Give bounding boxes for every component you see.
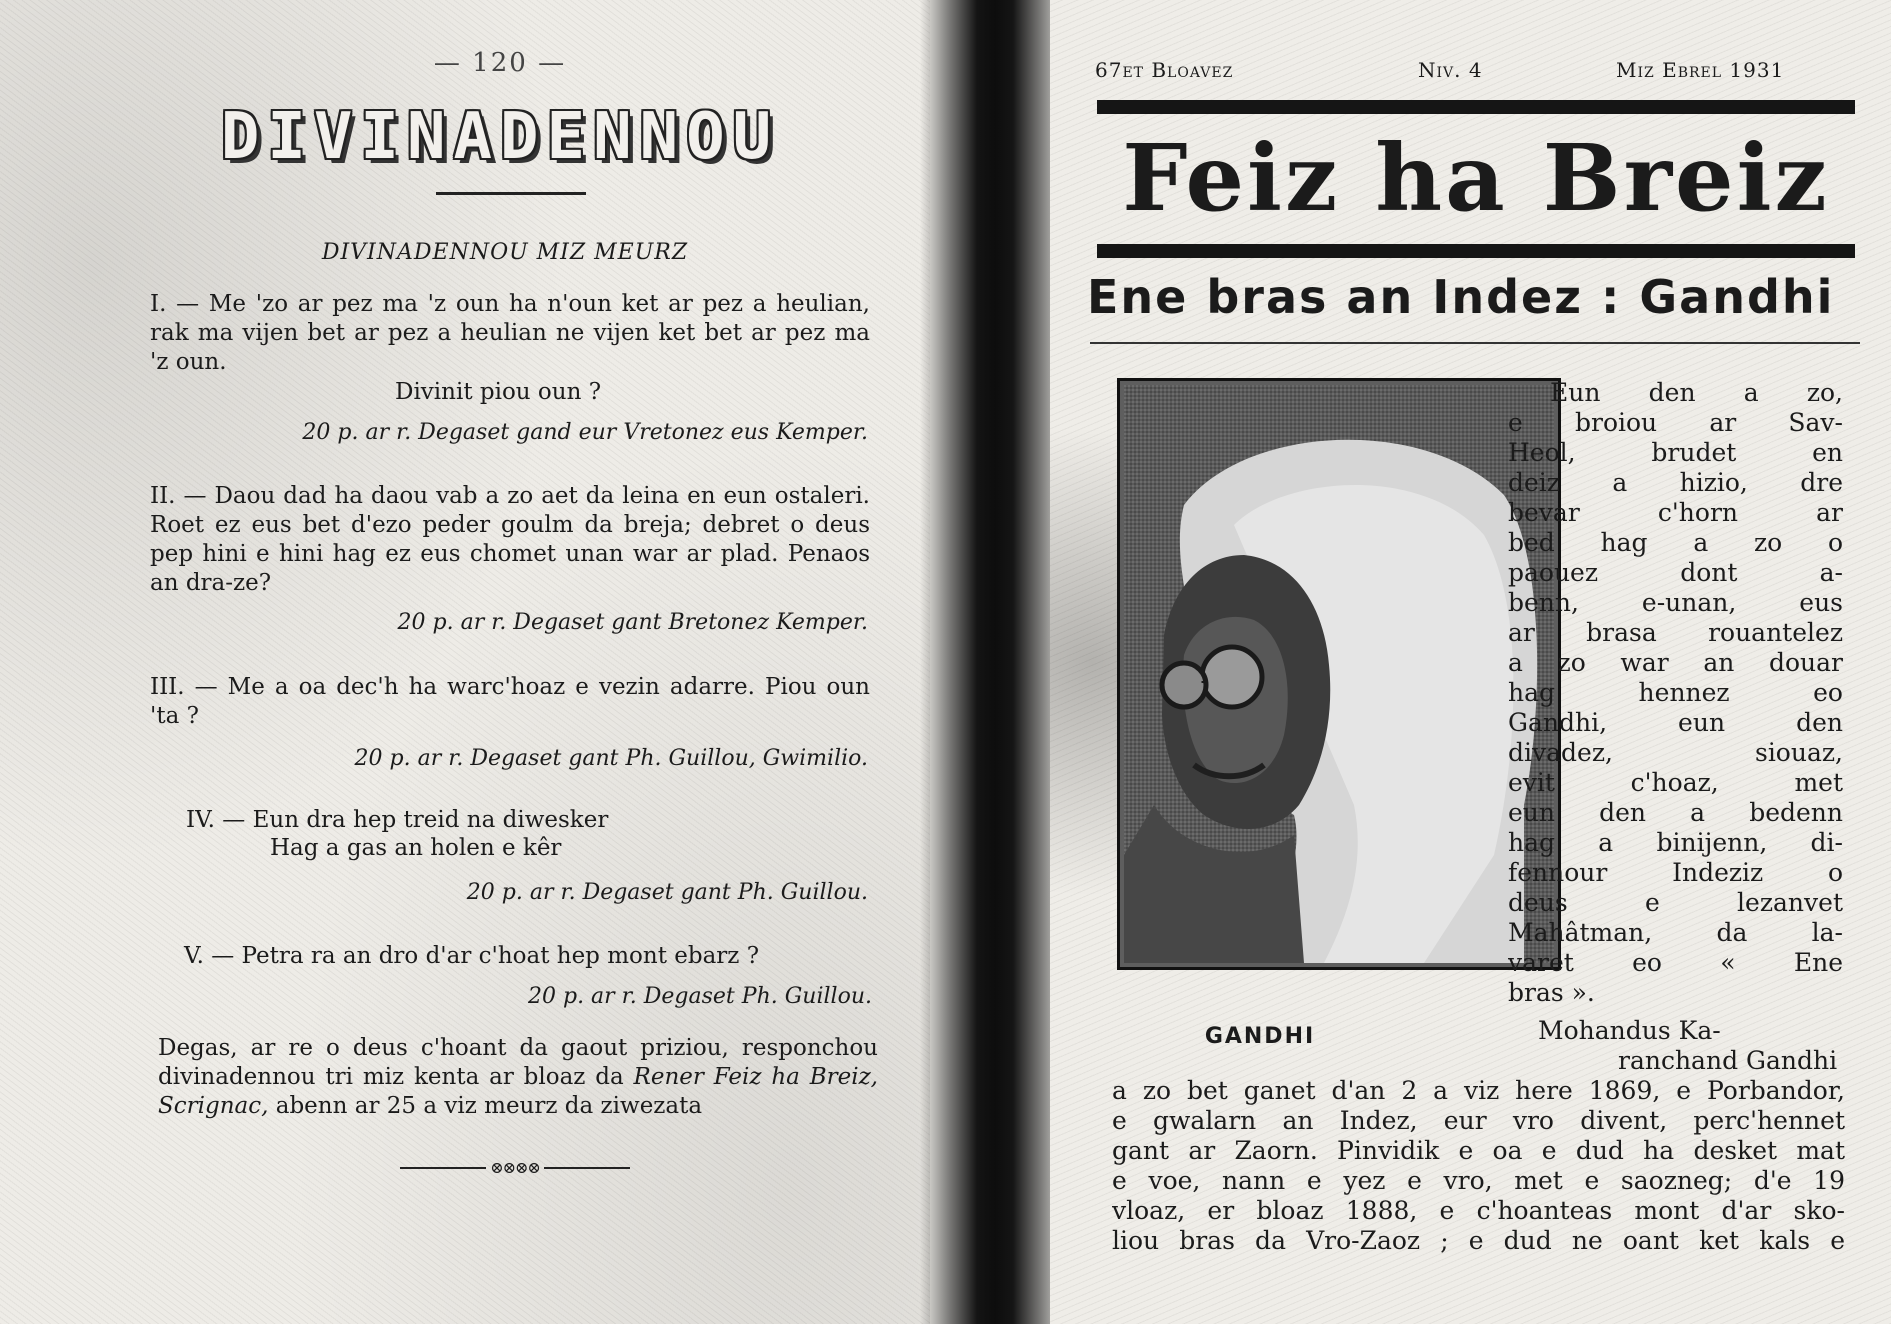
article-line: a zo bet ganet d'an 2 a viz here 1869, e Porbandor, [1112,1076,1845,1105]
column-line: bras ». [1508,978,1595,1007]
riddles-title: DIVINADENNOU [220,100,780,174]
column-line: bed hag a zo o [1508,528,1843,557]
riddle-1-question: Divinit piou oun ? [395,379,602,405]
paragraph-2-second: ranchand Gandhi [1618,1046,1838,1075]
headline-rule [1090,342,1860,344]
column-line: deus e lezanvet [1508,888,1843,917]
riddle-5-text: V. — Petra ra an dro d'ar c'hoat hep mont ebarz ? [184,943,760,969]
column-line: paouez dont a- [1508,558,1843,587]
binding-gutter [920,0,1070,1324]
column-line: divadez, siouaz, [1508,738,1843,767]
riddle-4-line2: Hag a gas an holen e kêr [270,835,562,861]
column-line: varet eo « Ene [1508,948,1843,977]
riddle-2-text: II. — Daou dad ha daou vab a zo aet da leina en eun ostaleri. Roet ez eus bet d'ezo peder goulm da breja; debret o deus pep hini e hini hag ez eus chomet unan war ar plad. Penaos an dra-ze? [150,483,870,596]
gandhi-photo [1117,378,1561,970]
article-line: e voe, nann e yez e vro, met e saozneg; d'e 19 [1112,1166,1845,1195]
date-label: Miz Ebrel 1931 [1616,58,1785,82]
column-line: benn, e-unan, eus [1508,588,1843,617]
riddle-4-prize: 20 p. ar r. Degaset gant Ph. Guillou. [466,880,868,905]
year-label: 67et Bloavez [1095,58,1234,82]
column-line: Heol, brudet en [1508,438,1843,467]
closing-address: Rener Feiz ha Breiz, Scrignac, [158,1064,878,1119]
column-line: Mahâtman, da la- [1508,918,1843,947]
photo-caption: GANDHI [1204,1024,1316,1049]
masthead-rule-top [1097,100,1855,114]
closing-deadline: abenn ar 25 a viz meurz da ziwezata [268,1093,703,1119]
column-line: a zo war an douar [1508,648,1843,677]
paragraph-2-start: Mohandus Ka- [1538,1016,1721,1045]
title-rule [436,192,586,195]
newspaper-title: Feiz ha Breiz [1122,124,1830,232]
left-page [0,0,930,1324]
column-line: evit c'hoaz, met [1508,768,1843,797]
ornament-divider: ⊗⊗⊗⊗ [400,1158,630,1178]
page-number: — 120 — [433,48,567,78]
riddle-2-prize: 20 p. ar r. Degaset gant Bretonez Kemper. [397,610,868,635]
column-line: Gandhi, eun den [1508,708,1843,737]
riddle-3-prize: 20 p. ar r. Degaset gant Ph. Guillou, Gwimilio. [354,746,868,771]
column-line: hag a binijenn, di- [1508,828,1843,857]
column-line: ar brasa rouantelez [1508,618,1843,647]
article-line: vloaz, er bloaz 1888, e c'hoanteas mont d'ar sko- [1112,1196,1845,1225]
masthead-rule-bottom [1097,244,1855,258]
riddle-5-prize: 20 p. ar r. Degaset Ph. Guillou. [528,984,872,1009]
riddle-3-text: III. — Me a oa dec'h ha warc'hoaz e vezin adarre. Piou oun 'ta ? [150,674,870,729]
column-line: eun den a bedenn [1508,798,1843,827]
column-line: Eun den a zo, [1550,378,1843,407]
section-heading: DIVINADENNOU MIZ MEURZ [321,240,689,265]
article-line: e gwalarn an Indez, eur vro divent, perc'hennet [1112,1106,1845,1135]
riddle-1-prize: 20 p. ar r. Degaset gand eur Vretonez eus Kemper. [302,420,868,445]
article-line: liou bras da Vro-Zaoz ; e dud ne oant ket kals e [1112,1226,1845,1255]
riddle-1-text: I. — Me 'zo ar pez ma 'z oun ha n'oun ket ar pez a heulian, rak ma vijen bet ar pez a heulian ne vijen ket bet ar pez ma 'z oun. [150,291,870,375]
column-line: deiz a hizio, dre [1508,468,1843,497]
right-page [1050,0,1891,1324]
column-line: bevar c'horn ar [1508,498,1843,527]
article-headline: Ene bras an Indez : Gandhi [1087,270,1835,324]
column-line: fennour Indeziz o [1508,858,1843,887]
closing-paragraph [158,1034,878,1121]
riddle-4-line1: IV. — Eun dra hep treid na diwesker [186,807,609,833]
column-line: e broiou ar Sav- [1508,408,1843,437]
issue-label: Niv. 4 [1418,58,1483,82]
article-line: gant ar Zaorn. Pinvidik e oa e dud ha desket mat [1112,1136,1845,1165]
closing-text: Degas, ar re o deus c'hoant da gaout priziou, responchou divinadennou tri miz kenta ar bloaz da [158,1035,878,1090]
column-line: hag hennez eo [1508,678,1843,707]
